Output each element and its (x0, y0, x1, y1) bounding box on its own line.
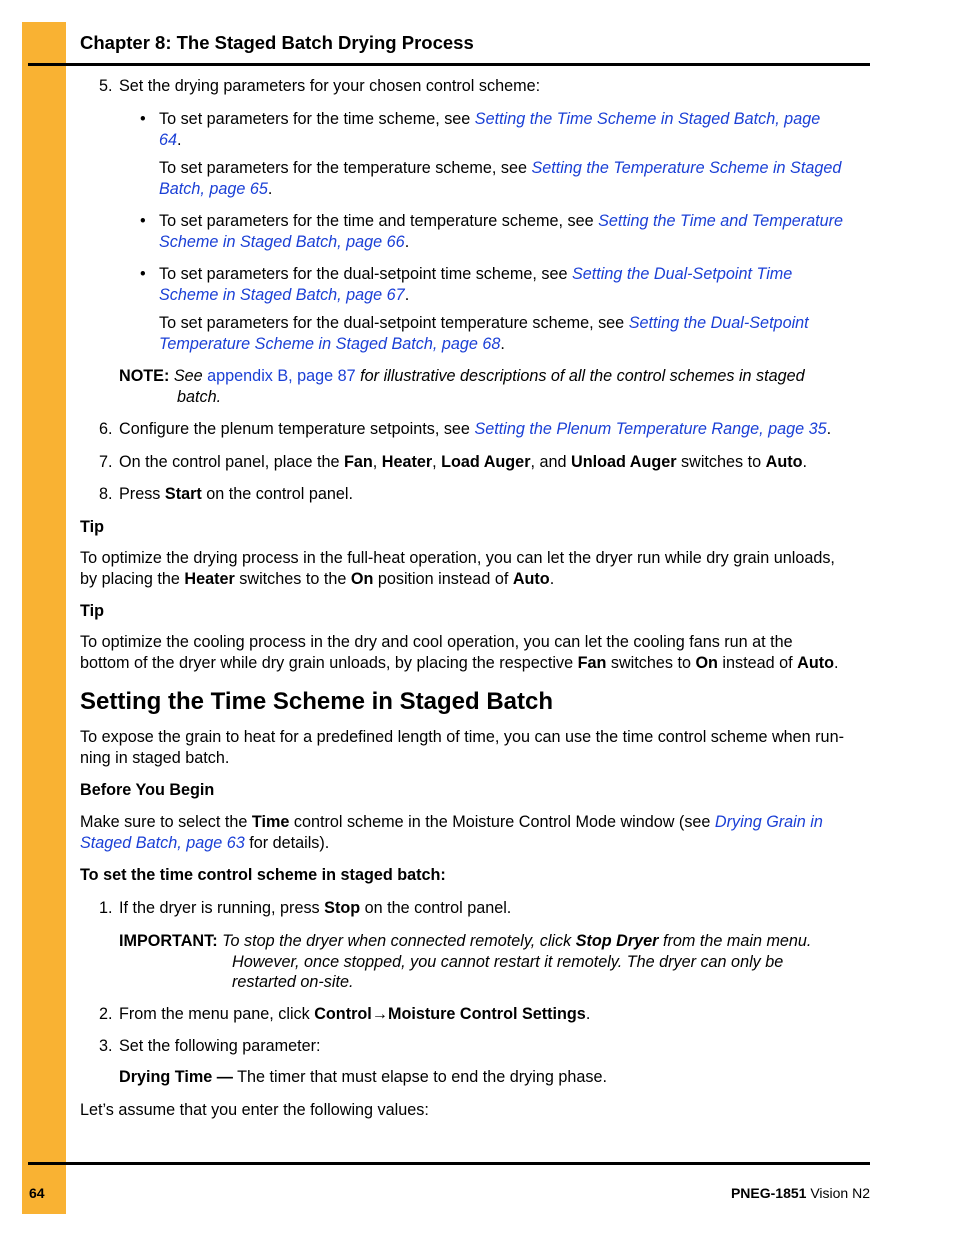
step-text: Set the following parameter: (119, 1037, 321, 1055)
step-number: 8. (99, 485, 113, 503)
text: by placing the (80, 569, 185, 588)
text: Configure the plenum temperature setpoints, see (119, 420, 475, 438)
note-label: NOTE: (119, 367, 170, 385)
tip-label: Tip (80, 602, 104, 620)
text: Control (314, 1005, 372, 1023)
text: . (404, 285, 410, 304)
text: . (549, 569, 555, 588)
text: batch. (177, 387, 222, 406)
section-intro (80, 727, 871, 768)
text: ning in staged batch. (80, 748, 230, 767)
text: See (169, 367, 208, 385)
before-you-begin-label: Before You Begin (80, 781, 215, 799)
text: To set parameters for the dual-setpoint temperature scheme, see (159, 314, 629, 332)
step-number: 3. (99, 1037, 113, 1055)
text: . (500, 334, 505, 353)
text: Stop (324, 899, 361, 917)
text: . (826, 420, 832, 438)
text: on the control panel. (201, 485, 353, 503)
text: control scheme in the Moisture Control Mode window (see (289, 813, 715, 831)
text: from the main menu. (658, 932, 812, 950)
text: Moisture Control Settings (387, 1005, 586, 1023)
text: , (432, 453, 442, 471)
step-text (119, 1004, 871, 1025)
text: Time (251, 813, 290, 831)
text: switches to (676, 453, 766, 471)
text: To set parameters for the dual-setpoint time scheme, see (159, 265, 572, 283)
step-text (119, 419, 871, 440)
text: Fan (577, 653, 607, 672)
bullet: • (140, 110, 146, 128)
text: switches to (606, 653, 696, 672)
text: bottom of the dryer while dry grain unloads, by placing the respective (80, 653, 578, 672)
prerequisite-text (80, 812, 871, 853)
text: instead of (717, 653, 798, 672)
bullet-item (159, 264, 871, 305)
text: Load Auger (441, 453, 531, 471)
text: To optimize the cooling process in the dry and cool operation, you can let the cooling fans run at the (80, 633, 793, 651)
link-drying-grain[interactable]: Drying Grain in (714, 813, 823, 831)
text: Drying Time — (119, 1068, 233, 1086)
tip-text (80, 632, 871, 673)
chapter-sidebar (22, 22, 66, 1214)
step-text (119, 898, 871, 919)
step-number: 5. (99, 77, 113, 95)
step-text: Set the drying parameters for your chosen control scheme: (119, 77, 541, 95)
link-dual-temp-scheme[interactable]: Setting the Dual-Setpoint (628, 314, 809, 332)
text: , (372, 453, 382, 471)
bullet: • (140, 212, 146, 230)
bullet-item (159, 211, 871, 252)
text: . (404, 232, 410, 251)
procedure-label: To set the time control scheme in staged batch: (80, 866, 446, 884)
text: Stop Dryer (575, 932, 659, 950)
header-rule (28, 63, 870, 66)
text: . (834, 653, 839, 672)
text: restarted on-site. (232, 973, 354, 991)
text: . (177, 130, 182, 149)
tip-label: Tip (80, 518, 104, 536)
arrow-icon: → (371, 1005, 388, 1023)
text: . (585, 1005, 591, 1023)
text: PNEG-1851 (730, 1185, 807, 1201)
chapter-title: Chapter 8: The Staged Batch Drying Process (80, 32, 474, 53)
text: To set parameters for the time and temperature scheme, see (159, 212, 599, 230)
link-plenum-range[interactable]: Setting the Plenum Temperature Range, page 35 (474, 420, 827, 438)
text: on the control panel. (360, 899, 512, 917)
text: Heater (184, 569, 235, 588)
link-temperature-scheme[interactable]: Setting the Temperature Scheme in Staged (531, 159, 842, 177)
text: Auto (765, 453, 803, 471)
link-drying-grain-page[interactable]: Staged Batch, page 63 (80, 833, 245, 852)
link-appendix-b[interactable]: appendix B, page 87 (207, 367, 356, 385)
tip-text (80, 548, 871, 589)
text: Vision N2 (806, 1185, 870, 1201)
text: To set parameters for the temperature scheme, see (159, 159, 532, 177)
link-dual-temp-scheme-page[interactable]: Temperature Scheme in Staged Batch, page 68 (159, 334, 501, 353)
text: The timer that must elapse to end the drying phase. (232, 1068, 607, 1086)
text: , and (530, 453, 572, 471)
text: On (350, 569, 374, 588)
bullet-item (159, 109, 871, 150)
text: Unload Auger (571, 453, 677, 471)
step-text (119, 484, 871, 505)
text: Auto (512, 569, 550, 588)
important-label: IMPORTANT: (119, 932, 218, 950)
link-dual-time-scheme[interactable]: Setting the Dual-Setpoint Time (571, 265, 793, 283)
bullet-item (159, 158, 871, 199)
text: Heater (381, 453, 433, 471)
text: On (695, 653, 718, 672)
step-text (119, 452, 871, 473)
text: Press (119, 485, 165, 503)
footer-rule (28, 1162, 870, 1165)
text: To optimize the drying process in the full-heat operation, you can let the dryer run while dry grain unloads, (80, 549, 835, 567)
text: If the dryer is running, press (119, 899, 325, 917)
page-number: 64 (29, 1185, 45, 1201)
text: position instead of (373, 569, 513, 588)
parameter-definition (119, 1067, 871, 1088)
step-number: 1. (99, 899, 113, 917)
text: for illustrative descriptions of all the control schemes in staged (355, 367, 805, 385)
step-number: 6. (99, 420, 113, 438)
closing-text: Let’s assume that you enter the following values: (80, 1101, 429, 1119)
step-number: 7. (99, 453, 113, 471)
text: Fan (343, 453, 373, 471)
text: To stop the dryer when connected remotely, click (217, 932, 576, 950)
link-time-temp-scheme[interactable]: Setting the Time and Temperature (598, 212, 843, 230)
text: To set parameters for the time scheme, see (159, 110, 475, 128)
text: for details). (244, 833, 330, 852)
step-number: 2. (99, 1005, 113, 1023)
bullet-item (159, 313, 871, 354)
important-note (119, 931, 871, 993)
text: From the menu pane, click (119, 1005, 315, 1023)
link-time-scheme[interactable]: Setting the Time Scheme in Staged Batch, page (474, 110, 821, 128)
text: . (267, 179, 273, 198)
text: However, once stopped, you cannot restart it remotely. The dryer can only be (232, 952, 784, 971)
text: Start (164, 485, 202, 503)
link-dual-time-scheme-page[interactable]: Scheme in Staged Batch, page 67 (159, 285, 405, 304)
link-time-scheme-page[interactable]: 64 (159, 130, 178, 149)
text: To expose the grain to heat for a predefined length of time, you can use the time control scheme when run- (80, 728, 844, 746)
link-time-temp-scheme-page[interactable]: Scheme in Staged Batch, page 66 (159, 232, 405, 251)
bullet: • (140, 265, 146, 283)
text: switches to the (234, 569, 351, 588)
link-temperature-scheme-page[interactable]: Batch, page 65 (159, 179, 268, 198)
note (119, 366, 871, 407)
text: On the control panel, place the (119, 453, 344, 471)
text: . (802, 453, 807, 471)
text: Auto (797, 653, 834, 672)
document-id (731, 1183, 870, 1204)
text: Make sure to select the (80, 813, 252, 831)
section-heading: Setting the Time Scheme in Staged Batch (80, 688, 553, 715)
